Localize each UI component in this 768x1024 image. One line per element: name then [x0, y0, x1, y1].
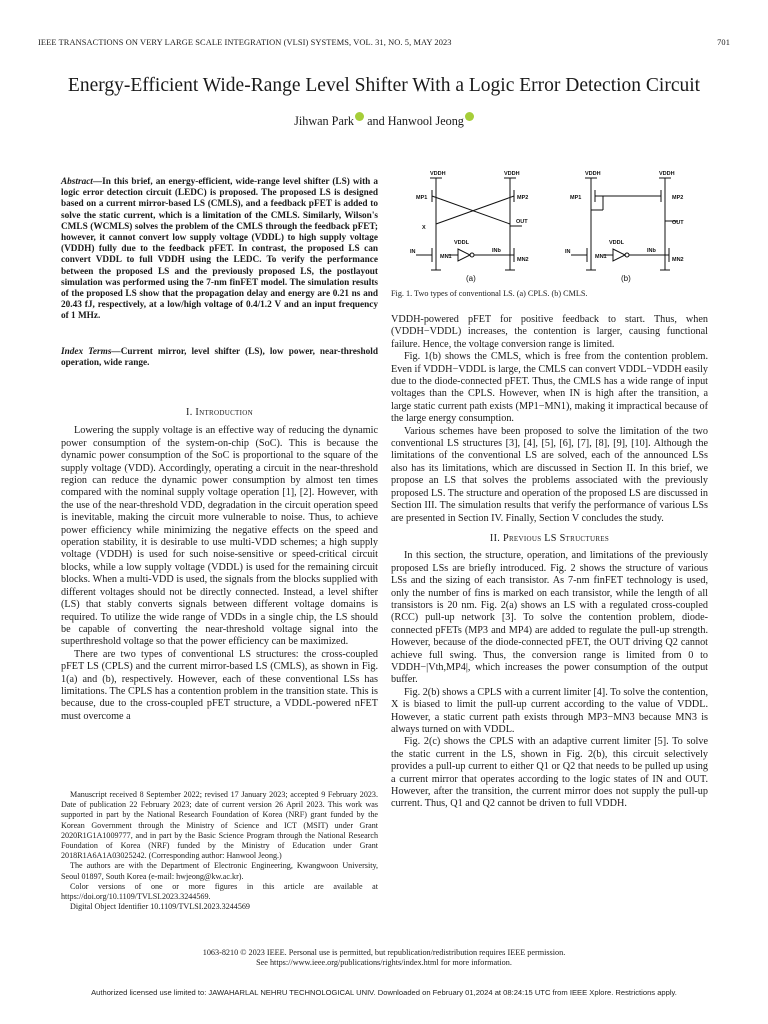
abstract-text: In this brief, an energy-efficient, wide-range level shifter (LS) with a logic error detection circuit (LEDC) is proposed. The proposed LS is designed based on a current mirror-based LS (CMLS), and a feedback pFET is added to solve the static current, which is a limitation of the CMLS. Similarly, Wilson's CMLS (WCMLS) solves the problem of the CMLS through the feedback pFET; however, it cannot convert low supply voltage (VDDL) to high supply voltage (VDDH) fully due to the feedback pFET. In contrast, the proposed LS can convert VDDL to full VDDH using the LEDC. To verify the performance between the proposed LS and the previously proposed LS, the postlayout simulation was performed using the 7-nm finFET model. The simulation results of the proposed LS show that the propagation delay and energy are 0.21 ns and 20.43 fJ, respectively, at a low/high voltage of 0.4/1.2 V and an input frequency of 1 MHz. [61, 177, 378, 322]
index-terms-lead: Index Terms— [61, 347, 121, 357]
node-label-x: X [422, 225, 426, 231]
paper-title: Energy-Efficient Wide-Range Level Shifter With a Logic Error Detection Circuit [67, 75, 701, 96]
node-label-mn1: MN1 [440, 254, 452, 260]
page-number: 701 [717, 38, 730, 47]
node-label-mn2: MN2 [672, 257, 684, 263]
left-column [61, 407, 378, 723]
node-label-vddh: VDDH [659, 171, 675, 177]
footnote-affiliation: The authors are with the Department of Electronic Engineering, Kwangwoon University, Seoul 01897, South Korea (e-mail: hwjeong@kw.ac.kr). [61, 861, 378, 881]
index-terms-text: Current mirror, level shifter (LS), low power, near-threshold operation, wide range. [61, 347, 378, 369]
footnote-doi: Digital Object Identifier 10.1109/TVLSI.2023.3244569 [70, 902, 250, 912]
node-label-vddl: VDDL [454, 240, 469, 246]
subfigure-label-b: (b) [621, 274, 631, 283]
node-label-inb: INb [647, 248, 656, 254]
footnote-color-note: Color versions of one or more figures in this article are available at https://doi.org/10.1109/TVLSI.2023.3244569. [61, 881, 378, 902]
subfigure-label-a: (a) [466, 274, 476, 283]
author-name: Jihwan Park [294, 114, 355, 128]
body-paragraph: In this section, the structure, operation, and limitations of the previously proposed LSs are briefly introduced. Fig. 2 shows the structure of various LSs and the sizing of each transistor. As 7-nm finFET technology is used, only the number of fins is marked on each transistor, while the length of all transistors is 20 nm. Fig. 2(a) shows an LS with a regulated cross-coupled (RCC) pull-up network [3]. To solve the contention problem, diode-connected pFETs (MP3 and MP4) are added to regulate the pull-up strength. However, because of the diode-connected pFET, the OUT driving Q2 cannot achieve full swing. Thus, the conversion range is limited from 0 to VDDH−|Vth,MP4|, which increases the power consumption of the output buffer. [391, 550, 708, 686]
orcid-icon[interactable] [465, 112, 474, 121]
node-label-mp1: MP1 [570, 195, 582, 201]
body-paragraph: Various schemes have been proposed to solve the limitation of the two conventional LS structures [3], [4], [5], [6], [7], [8], [9], [10]. Although the limitations of the conventional LS are solved, each of the announced LSs also has its limitations, which are discussed in Section II. In this brief, we propose an LS that solves the problems associated with the previously proposed LS. The structure and operation of the proposed LS are discussed in Section III. The simulation results that verify the performance of various LSs are presented in Section IV. Finally, Section V concludes the study. [391, 425, 708, 524]
body-paragraph: Fig. 2(b) shows a CPLS with a current limiter [4]. To solve the contention, X is biased to limit the pull-up current according to the value of VDDL. However, a static current path exists through MP3−MN3 because MN3 is always turned on with VDDL. [391, 686, 708, 735]
footnote [61, 790, 378, 912]
index-terms [61, 347, 378, 369]
node-label-mp2: MP2 [672, 195, 684, 201]
author-line [30, 112, 738, 129]
node-label-vddh: VDDH [504, 171, 520, 177]
node-label-inb: INb [492, 248, 501, 254]
node-label-mp1: MP1 [416, 195, 428, 201]
body-paragraph: Fig. 2(c) shows the CPLS with an adaptive current limiter [5]. To solve the static current in the LS, shown in Fig. 2(b), this circuit selectively provides a pull-up current to either Q1 or Q2 that needs to be pulled up using a current mirror that operates according to the logic states of IN and OUT. However, after the transition, the current mirror does not supply the pull-up current. Thus, Q1 and Q2 cannot be driven to full VDDH. [391, 736, 708, 810]
body-paragraph: Lowering the supply voltage is an effective way of reducing the dynamic power consumption of the system-on-chip (SoC). This is because the dynamic power consumption of the SoC is proportional to the square of the supply voltage (VDD). Accordingly, operating a circuit in the near-threshold region can reduce the dynamic power consumption by almost ten times compared with the nominal supply voltage operation [1], [2]. However, with the use of the near-threshold VDD, degradation in the circuit operation speed is inevitable, making the circuit more vulnerable to noise. Thus, to achieve power efficiency while minimizing the negative effects on the speed and operation stability, it is desirable to use multi-VDD schemes; a high supply voltage (VDDH) is used for such noise-sensitive or speed-critical circuit blocks, while a low supply voltage (VDDL) is used for the remaining circuit blocks. When a multi-VDD is used, the signals from the blocks supplied with different voltages should not be directly connected. Instead, a level shifter (LS) that stably converts signals between different voltage domains is required. To utilize the wide range of VDDs in a single chip, the LS should be capable of converting the near-threshold voltage signal into the superthreshold voltage so that the power efficiency can be maximized. [61, 425, 378, 648]
copyright-link-line[interactable]: See https://www.ieee.org/publications/rights/index.html for more information. [256, 958, 512, 968]
node-label-out: OUT [516, 219, 528, 225]
running-head [38, 38, 730, 47]
node-label-vddl: VDDL [609, 240, 624, 246]
orcid-icon[interactable] [355, 112, 364, 121]
journal-name: IEEE TRANSACTIONS ON VERY LARGE SCALE INTEGRATION (VLSI) SYSTEMS, VOL. 31, NO. 5, MAY 2023 [38, 38, 452, 47]
node-label-mn1: MN1 [595, 254, 607, 260]
figure-1-schematics [408, 166, 698, 284]
node-label-mp2: MP2 [517, 195, 529, 201]
node-label-vddh: VDDH [585, 171, 601, 177]
author-name: Hanwool Jeong [387, 114, 464, 128]
node-label-out: OUT [672, 220, 684, 226]
section-heading-introduction: I. Introduction [186, 407, 253, 418]
node-label-mn2: MN2 [517, 257, 529, 263]
section-heading-previous-ls: II. Previous LS Structures [489, 532, 610, 544]
node-label-in: IN [565, 249, 571, 255]
body-paragraph: Fig. 1(b) shows the CMLS, which is free from the contention problem. Even if VDDH−VDDL is large, the CMLS can convert VDDL−VDDH easily due to the diode-connected pFET. Thus, the CMLS has a wide range of input voltages than the CPLS. However, when IN is high after the transition, a large static current path exists (MP1−MN1), making it impractical because of the large energy consumption. [391, 351, 708, 425]
download-license-note: Authorized licensed use limited to: JAWAHARLAL NEHRU TECHNOLOGICAL UNIV. Downloaded on February 01,2024 at 08:24:15 UTC from IEEE Xplore. Restrictions apply. [91, 988, 677, 997]
author-conjunction: and [367, 114, 385, 128]
copyright-line: 1063-8210 © 2023 IEEE. Personal use is permitted, but republication/redistribution requires IEEE permission. [202, 948, 566, 957]
copyright-notice [110, 948, 658, 969]
figure-caption: Fig. 1. Two types of conventional LS. (a) CPLS. (b) CMLS. [391, 289, 588, 298]
abstract [61, 177, 378, 323]
abstract-lead: Abstract— [61, 177, 103, 187]
node-label-vddh: VDDH [430, 171, 446, 177]
right-column [391, 314, 708, 811]
body-paragraph: VDDH-powered pFET for positive feedback to start. Thus, when (VDDH−VDDL) increases, the contention is larger, causing functional failure. Hence, the voltage conversion range is limited. [391, 314, 708, 350]
body-paragraph: There are two types of conventional LS structures: the cross-coupled pFET LS (CPLS) and the current mirror-based LS (CMLS), as shown in Fig. 1(a) and (b), respectively. However, each of these conventional LSs has limitations. The CPLS has a contention problem in the transition state. This is because, due to the cross-coupled pFET structure, a VDDL-powered nFET must overcome a [61, 648, 378, 722]
node-label-in: IN [410, 249, 416, 255]
footnote-manuscript: Manuscript received 8 September 2022; revised 17 January 2023; accepted 9 February 2023. Date of publication 22 February 2023; date of current version 26 April 2023. This work was supported in part by the National Research Foundation of Korea (NRF) grant funded by the Korean Government through the Ministry of Science and ICT (MSIT) under Grant 2020R1G1A1009777, and in part by the Basic Science Program through the National Research Foundation of Korea (NRF) funded by the Ministry of Education under Grant 2018R1A6A1A03025242. (Corresponding author: Hanwool Jeong.) [61, 790, 378, 861]
